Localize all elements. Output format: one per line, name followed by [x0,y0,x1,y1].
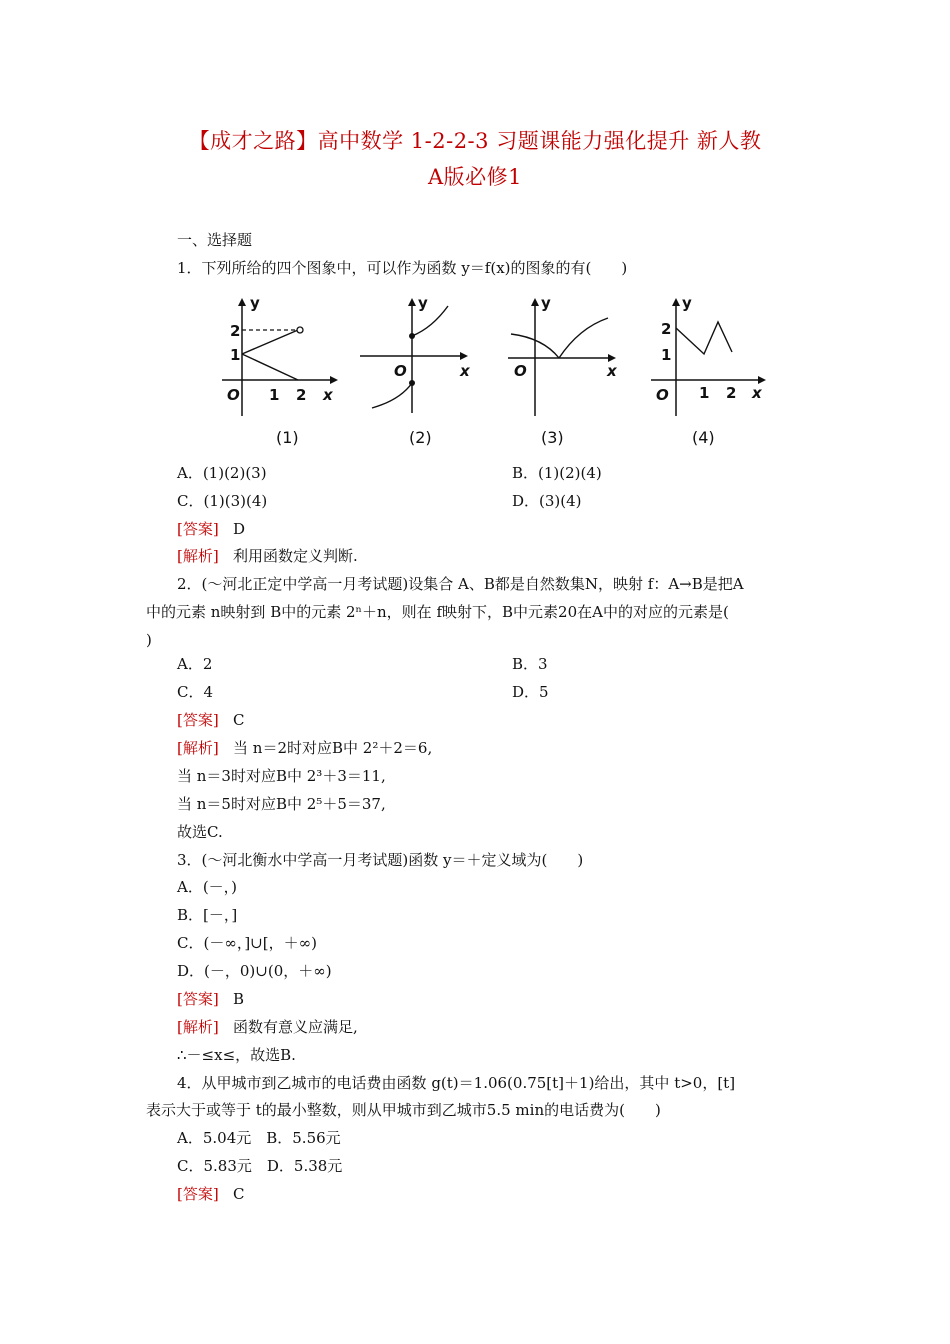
q4-answer [177,1184,245,1204]
g1-x-label: x [323,386,333,404]
q1-option-a: A．(1)(2)(3) [177,464,267,482]
analysis-tag: [解析] [177,1018,219,1036]
q4-stem-line-2: 表示大于或等于 t的最小整数，则从甲城市到乙城市5.5 min的电话费为( ) [146,1101,661,1119]
q1-answer [177,519,245,539]
q3-analysis [177,1017,358,1037]
answer-value: C [233,711,245,729]
g3-x-label: x [607,362,617,380]
q4-options-ab: A．5.04元 B．5.56元 [177,1129,341,1147]
g4-value-2: 2 [661,320,672,338]
g1-caption: (1) [276,428,299,447]
g3-caption: (3) [541,428,564,447]
q3-stem: 3．(～河北衡水中学高一月考试题)函数 y＝＋定义域为( ) [177,851,584,869]
q2-option-a: A．2 [177,655,213,673]
q2-stem-line-1: 2．(～河北正定中学高一月考试题)设集合 A、B都是自然数集N，映射 f：A→B是把A [177,575,744,593]
answer-value: D [233,520,246,538]
q1-option-c: C．(1)(3)(4) [177,492,268,510]
g1-tick-2: 2 [296,386,307,404]
q2-answer [177,710,245,730]
q3-option-d: D．(－，0)∪(0，＋∞) [177,962,332,980]
q1-stem: 1．下列所给的四个图象中，可以作为函数 y＝f(x)的图象的有( ) [177,259,628,277]
analysis-text: 函数有意义应满足, [233,1018,358,1036]
g2-x-label: x [460,362,470,380]
answer-tag: [答案] [177,711,219,729]
g4-y-label: y [682,294,692,312]
q2-analysis-line-3: 当 n＝5时对应B中 2⁵＋5＝37, [177,795,386,813]
q2-analysis [177,738,432,758]
g1-value-1: 1 [230,346,241,364]
answer-tag: [答案] [177,520,219,538]
g3-origin-label: O [514,362,527,380]
g1-origin-label: O [227,386,240,404]
answer-tag: [答案] [177,990,219,1008]
answer-value: C [233,1185,245,1203]
g1-tick-1: 1 [269,386,280,404]
g2-caption: (2) [409,428,432,447]
q1-analysis [177,546,358,566]
q3-option-c: C．(－∞，]∪[，＋∞) [177,934,317,952]
g4-origin-label: O [656,386,669,404]
q2-option-c: C．4 [177,683,214,701]
g4-value-1: 1 [661,346,672,364]
graph-3 [503,288,633,452]
q2-analysis-line-4: 故选C. [177,823,223,841]
q3-answer [177,989,244,1009]
g1-y-label: y [250,294,260,312]
g1-value-2: 2 [230,322,241,340]
graph-4 [646,288,776,452]
section-heading: 一、选择题 [177,231,253,249]
graph-2 [352,288,482,452]
g4-tick-1: 1 [699,384,710,402]
analysis-tag: [解析] [177,547,219,565]
q3-option-a: A．(－，) [177,878,238,896]
analysis-text: 当 n＝2时对应B中 2²＋2＝6, [233,739,433,757]
q2-stem-line-3: ) [146,631,152,649]
g4-caption: (4) [692,428,715,447]
g2-y-label: y [418,294,428,312]
g4-tick-2: 2 [726,384,737,402]
q4-options-cd: C．5.83元 D．5.38元 [177,1157,343,1175]
q2-stem-line-2: 中的元素 n映射到 B中的元素 2ⁿ＋n，则在 f映射下，B中元素20在A中的对应的元素是( [146,603,729,621]
answer-tag: [答案] [177,1185,219,1203]
q1-option-b: B．(1)(2)(4) [512,464,602,482]
document-title-line-1: 【成才之路】高中数学 1-2-2-3 习题课能力强化提升 新人教 [188,129,762,153]
q2-option-b: B．3 [512,655,548,673]
answer-value: B [233,990,245,1008]
q2-analysis-line-2: 当 n＝3时对应B中 2³＋3＝11, [177,767,386,785]
analysis-tag: [解析] [177,739,219,757]
document-title-line-2: A版必修1 [427,165,523,189]
q2-option-d: D．5 [512,683,549,701]
g3-y-label: y [541,294,551,312]
g4-x-label: x [752,384,762,402]
g2-origin-label: O [394,362,407,380]
analysis-text: 利用函数定义判断. [233,547,358,565]
q3-analysis-line-2: ∴－≤x≤，故选B. [177,1046,296,1064]
q3-option-b: B．[－，] [177,906,238,924]
graph-1 [212,288,342,452]
q1-option-d: D．(3)(4) [512,492,582,510]
q4-stem-line-1: 4．从甲城市到乙城市的电话费由函数 g(t)＝1.06(0.75[t]＋1)给出，其中 t>0，[t] [177,1074,736,1092]
